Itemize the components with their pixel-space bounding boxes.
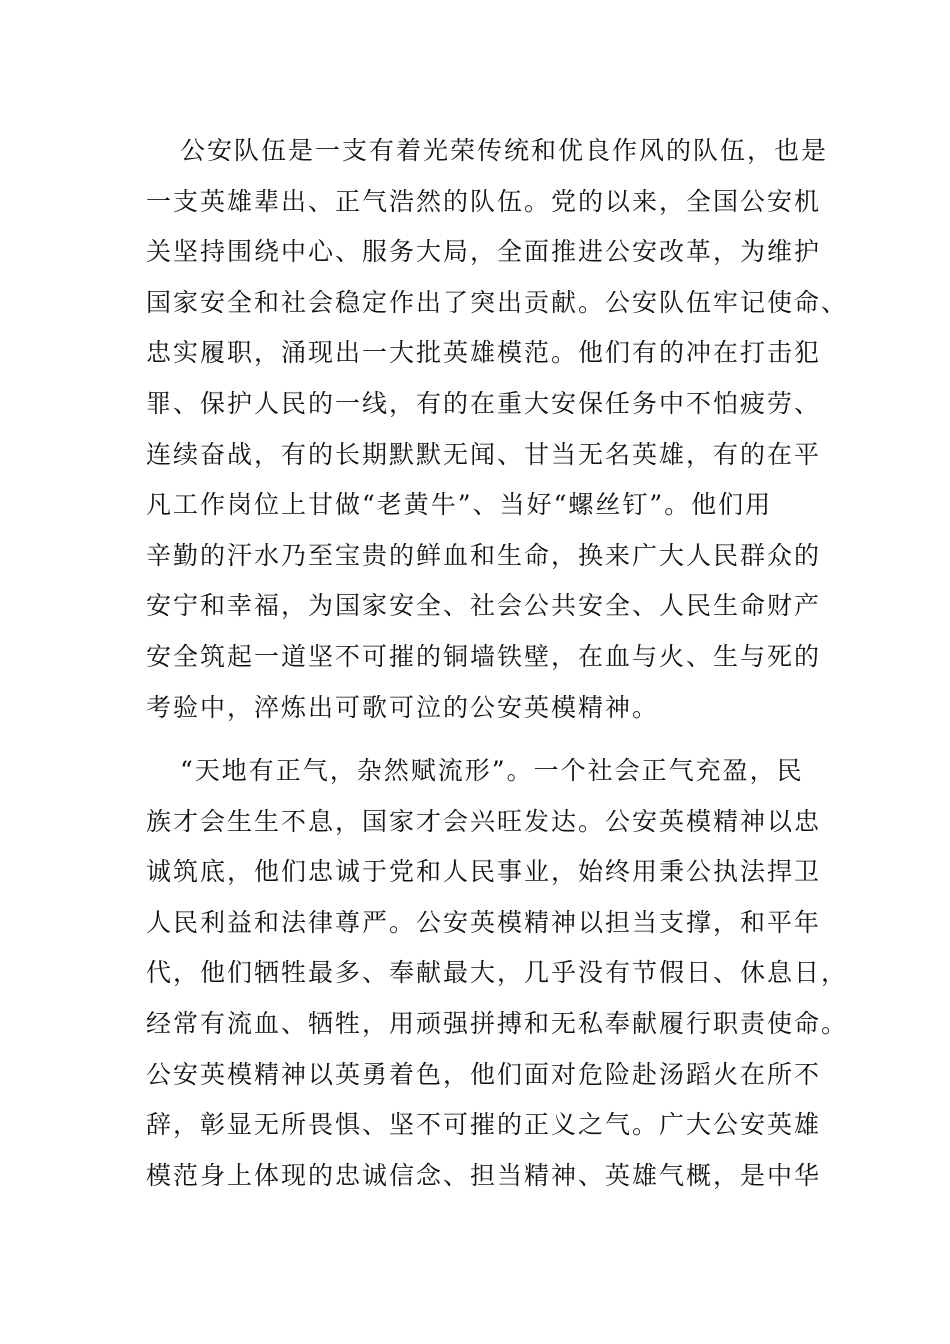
paragraph-1 bbox=[146, 126, 849, 733]
text-line: 关坚持围绕中心、服务大局，全面推进公安改革，为维护 bbox=[146, 237, 822, 267]
text-line: 辛勤的汗水乃至宝贵的鲜血和生命，换来广大人民群众的 bbox=[146, 540, 822, 570]
text-line: 代，他们牺牲最多、奉献最大，几乎没有节假日、休息日， bbox=[146, 958, 849, 988]
text-line: 连续奋战，有的长期默默无闻、甘当无名英雄，有的在平 bbox=[146, 439, 822, 469]
text-line: 罪、保护人民的一线，有的在重大安保任务中不怕疲劳、 bbox=[146, 388, 822, 418]
text-line: 忠实履职，涌现出一大批英雄模范。他们有的冲在打击犯 bbox=[146, 338, 822, 368]
text-line: 诚筑底，他们忠诚于党和人民事业，始终用秉公执法捍卫 bbox=[146, 857, 822, 887]
text-line: 考验中，淬炼出可歌可泣的公安英模精神。 bbox=[146, 692, 660, 722]
text-line: 一支英雄辈出、正气浩然的队伍。党的以来，全国公安机 bbox=[146, 186, 822, 216]
text-line: 公安英模精神以英勇着色，他们面对危险赴汤蹈火在所不 bbox=[146, 1059, 822, 1089]
text-line: 辞，彰显无所畏惧、坚不可摧的正义之气。广大公安英雄 bbox=[146, 1110, 822, 1140]
text-line: 族才会生生不息，国家才会兴旺发达。公安英模精神以忠 bbox=[146, 806, 822, 836]
text-line: 安宁和幸福，为国家安全、社会公共安全、人民生命财产 bbox=[146, 591, 822, 621]
paragraph-2 bbox=[146, 746, 849, 1201]
text-line: 国家安全和社会稳定作出了突出贡献。公安队伍牢记使命、 bbox=[146, 287, 849, 317]
text-line: 公安队伍是一支有着光荣传统和优良作风的队伍，也是 bbox=[180, 136, 829, 165]
text-line: 安全筑起一道坚不可摧的铜墙铁壁，在血与火、生与死的 bbox=[146, 641, 822, 671]
text-line: 人民利益和法律尊严。公安英模精神以担当支撑，和平年 bbox=[146, 907, 822, 937]
text-line: “天地有正气，杂然赋流形”。一个社会正气充盈，民 bbox=[180, 756, 804, 785]
text-line: 凡工作岗位上甘做“老黄牛”、当好“螺丝钉”。他们用 bbox=[146, 490, 773, 520]
text-line: 经常有流血、牺牲，用顽强拼搏和无私奉献履行职责使命。 bbox=[146, 1008, 849, 1038]
text-line: 模范身上体现的忠诚信念、担当精神、英雄气概，是中华 bbox=[146, 1160, 822, 1190]
